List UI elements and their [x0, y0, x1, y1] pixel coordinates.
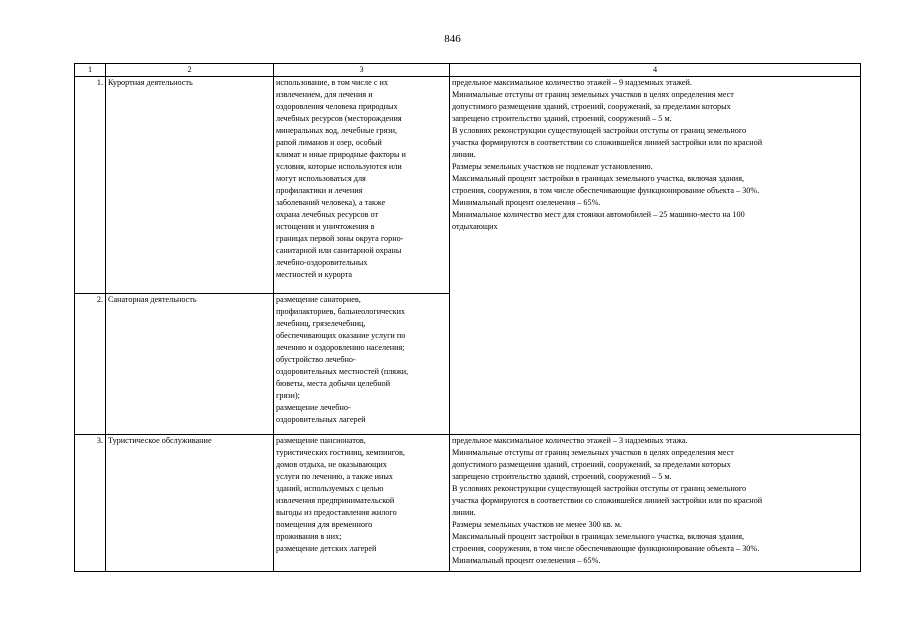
text-line: Минимальное количество мест для стоянки автомобилей – 25 машино-место на 100 [452, 210, 745, 219]
text-line: выгоды из предоставления жилого [276, 508, 397, 517]
text-line: запрещено строительство зданий, строений, сооружений – 5 м. [452, 472, 672, 481]
text-line: лечебниц, грязелечебниц, [276, 319, 366, 328]
text-line: условия, которые используются или [276, 162, 402, 171]
text-line: помещения для временного [276, 520, 373, 529]
text-line: извлечением, для лечения и [276, 90, 373, 99]
text-line: минеральных вод, лечебные грязи, [276, 126, 398, 135]
text-line: зданий, используемых с целью [276, 484, 384, 493]
text-line: обустройство лечебно- [276, 355, 356, 364]
text-line: границах первой зоны округа горно- [276, 234, 404, 243]
text-line: проживания в них; [276, 532, 342, 541]
text-line: Минимальный процент озеленения – 65%. [452, 198, 601, 207]
header-cell-3: 3 [274, 64, 450, 77]
text-line: Минимальный процент озеленения – 65%. [452, 556, 601, 565]
use-name: Туристическое обслуживание [106, 435, 274, 572]
use-description [274, 435, 450, 572]
text-line: Размеры земельных участков не менее 300 кв. м. [452, 520, 622, 529]
table-row [75, 435, 861, 572]
text-line: услуги по лечению, а также иных [276, 472, 394, 481]
text-line: профилактики и лечения [276, 186, 363, 195]
header-cell-4: 4 [450, 64, 861, 77]
text-line: местностей и курорта [276, 270, 353, 279]
header-cell-1: 1 [75, 64, 106, 77]
text-line: профилакториев, бальнеологических [276, 307, 406, 316]
text-line: оздоровления человека природных [276, 102, 398, 111]
text-line: размещение санаториев, [276, 295, 361, 304]
text-line: обеспечивающих оказание услуги по [276, 331, 406, 340]
text-line: Максимальный процент застройки в границах земельного участка, включая здания, [452, 174, 745, 183]
text-line: оздоровительных лагерей [276, 415, 366, 424]
text-line: Минимальные отступы от границ земельных участков в целях определения мест [452, 448, 734, 457]
text-line: рапой лиманов и озер, особый [276, 138, 382, 147]
text-line: строения, сооружения, в том числе обеспечивающие функционирование объекта – 30%. [452, 186, 760, 195]
text-line: заболеваний человека), а также [276, 198, 386, 207]
text-line: оздоровительных местностей (пляжи, [276, 367, 409, 376]
text-line: охрана лечебных ресурсов от [276, 210, 379, 219]
text-line: отдыхающих [452, 222, 498, 231]
page-number: 846 [444, 33, 461, 45]
text-line: линии. [452, 508, 476, 517]
text-line: лечению и оздоровлению населения; [276, 343, 405, 352]
text-line: климат и иные природные факторы и [276, 150, 406, 159]
text-line: истощения и уничтожения в [276, 222, 375, 231]
text-line: использование, в том числе с их [276, 78, 388, 87]
text-line: допустимого размещения зданий, строений, сооружений, за пределами которых [452, 460, 731, 469]
text-line: размещение пансионатов, [276, 436, 366, 445]
text-line: Размеры земельных участков не подлежат установлению. [452, 162, 653, 171]
text-line: строения, сооружения, в том числе обеспечивающие функционирование объекта – 30%. [452, 544, 760, 553]
text-line: предельное максимальное количество этажей – 9 надземных этажей. [452, 78, 692, 87]
text-line: размещение детских лагерей [276, 544, 377, 553]
text-line: участка формируются в соответствии со сложившейся линией застройки или по красной [452, 138, 763, 147]
parameters-cell-group-1 [450, 77, 861, 435]
text-line: Максимальный процент застройки в границах земельного участка, включая здания, [452, 532, 745, 541]
text-line: лечебных ресурсов (месторождения [276, 114, 402, 123]
text-line: запрещено строительство зданий, строений, сооружений – 5 м. [452, 114, 672, 123]
parameters-cell-group-2 [450, 435, 861, 572]
row-number: 3. [75, 435, 106, 572]
header-cell-2: 2 [106, 64, 274, 77]
use-name: Курортная деятельность [106, 77, 274, 294]
text-line: В условиях реконструкции существующей застройки отступы от границ земельного [452, 484, 747, 493]
text-line: линии. [452, 150, 476, 159]
table-row [75, 77, 861, 294]
text-line: В условиях реконструкции существующей застройки отступы от границ земельного [452, 126, 747, 135]
text-line: могут использоваться для [276, 174, 366, 183]
text-line: Минимальные отступы от границ земельных участков в целях определения мест [452, 90, 734, 99]
use-description [274, 77, 450, 294]
text-line: размещение лечебно- [276, 403, 351, 412]
text-line: грязи); [276, 391, 300, 400]
text-line: лечебно-оздоровительных [276, 258, 368, 267]
text-line: санитарной или санитарной охраны [276, 246, 402, 255]
text-line: предельное максимальное количество этажей – 3 надземных этажа. [452, 436, 688, 445]
text-line: туристических гостиниц, кемпингов, [276, 448, 405, 457]
row-number: 1. [75, 77, 106, 294]
text-line: извлечения предпринимательской [276, 496, 395, 505]
use-name: Санаторная деятельность [106, 294, 274, 435]
text-line: бюветы, места добычи целебной [276, 379, 391, 388]
row-number: 2. [75, 294, 106, 435]
zoning-table [74, 63, 861, 572]
text-line: участка формируются в соответствии со сложившейся линией застройки или по красной [452, 496, 763, 505]
text-line: домов отдыха, не оказывающих [276, 460, 387, 469]
use-description [274, 294, 450, 435]
header-row [75, 64, 861, 77]
text-line: допустимого размещения зданий, строений, сооружений, за пределами которых [452, 102, 731, 111]
